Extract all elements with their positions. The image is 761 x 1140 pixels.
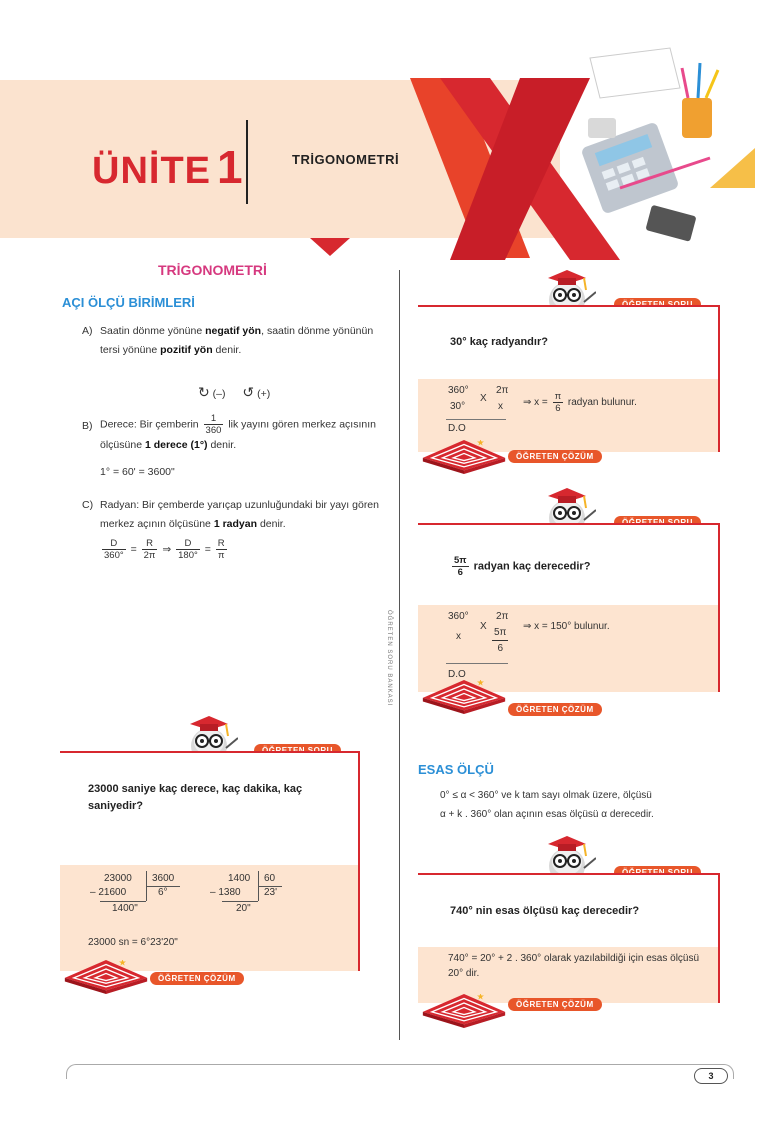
item-a-text — [100, 322, 382, 360]
radian-formula — [100, 538, 382, 561]
division-1-dividend: 23000 — [104, 873, 132, 884]
degree-formula: 1° = 60' = 3600" — [100, 466, 175, 478]
frac-den: 2π — [143, 550, 156, 561]
question-fraction — [452, 555, 469, 578]
implies-arrow: ⇒ — [162, 543, 172, 556]
rotation-positive-label: (+) — [257, 388, 271, 400]
proportion-r2: x — [498, 401, 503, 412]
question-area — [418, 525, 718, 605]
frac-d-360 — [102, 538, 126, 561]
result-line — [523, 391, 637, 414]
equals-sign: = — [204, 543, 211, 556]
question-area — [60, 753, 358, 865]
proportion-r1: 2π — [496, 611, 509, 622]
esas-olcu-line-1: 0° ≤ α < 360° ve k tam sayı olmak üzere, ölçüsü — [440, 790, 652, 801]
do-line — [446, 419, 506, 420]
item-a-text-2: , saatin dönme yönünün tersi yönüne — [100, 325, 374, 356]
equals-sign: = — [130, 543, 137, 556]
esas-olcu-line-2: α + k . 360° olan açının esas ölçüsü α derecedir. — [440, 809, 654, 820]
question-box-1 — [418, 305, 720, 452]
ogreten-cozum-tag: ÖĞRETEN ÇÖZÜM — [508, 703, 602, 716]
frac-den: 6 — [457, 567, 463, 578]
page-number: 3 — [694, 1068, 728, 1084]
item-a-bold-2: pozitif yön — [160, 344, 213, 356]
frac-den: 360° — [104, 550, 124, 561]
fraction-1-360 — [204, 413, 224, 436]
cw-arrow-icon: ↻ — [198, 384, 210, 400]
frac-num: D — [176, 538, 200, 550]
item-b-prefix: B) — [82, 420, 93, 432]
frac-num: π — [554, 391, 562, 402]
unit-heading — [92, 140, 244, 194]
result-text: radyan bulunur. — [567, 397, 637, 409]
question-area — [418, 307, 718, 379]
cross-symbol: X — [480, 621, 487, 632]
proportion-r2 — [490, 625, 510, 656]
item-b-bold: 1 derece (1°) — [144, 439, 208, 451]
division-1-subtract: – 21600 — [90, 887, 127, 898]
frac-num: 1 — [204, 413, 224, 425]
item-a-prefix: A) — [82, 325, 93, 337]
result-lhs: ⇒ x = — [523, 397, 548, 409]
division-2-subtract: – 1380 — [210, 887, 241, 898]
item-c-prefix: C) — [82, 499, 94, 511]
esas-olcu-title: ESAS ÖLÇÜ — [418, 762, 494, 777]
frac-den: 6 — [555, 403, 561, 414]
proportion-l2: x — [456, 631, 461, 642]
item-b-text-1: Derece: Bir çemberin — [100, 418, 199, 431]
do-line — [446, 663, 508, 664]
question-text: 740° nin esas ölçüsü kaç derecedir? — [450, 905, 640, 917]
result-line: 23000 sn = 6°23'20" — [88, 937, 178, 948]
ccw-arrow-icon: ↺ — [242, 384, 255, 400]
rotation-diagram — [198, 383, 270, 404]
question-label: radyan kaç derecedir? — [473, 560, 591, 573]
item-b — [82, 413, 382, 482]
frac-den: 180° — [178, 550, 198, 561]
unit-number: 1 — [217, 141, 244, 193]
item-a-bold-1: negatif yön — [205, 325, 262, 337]
question-box-3 — [418, 873, 720, 1003]
do-label: D.O — [448, 669, 466, 680]
proportion-l1: 360° — [448, 385, 469, 396]
footer-frame — [66, 1064, 734, 1079]
section-title: TRİGONOMETRİ — [158, 262, 267, 278]
cross-symbol: X — [480, 393, 487, 404]
frac-num: R — [217, 538, 225, 549]
question-area — [418, 875, 718, 947]
frac-den: π — [217, 550, 225, 561]
item-c-bold: 1 radyan — [213, 518, 258, 530]
rotation-negative-label: (–) — [212, 388, 226, 400]
esas-olcu-text — [440, 786, 730, 824]
maze-icon — [60, 960, 152, 994]
question-text: 30° kaç radyandır? — [450, 336, 548, 348]
division-2-remainder: 20" — [236, 903, 251, 914]
item-c-text — [100, 496, 382, 534]
unit-title: TRİGONOMETRİ — [292, 152, 400, 167]
frac-num: 5π — [454, 555, 467, 566]
division-2-divisor: 60 — [264, 873, 276, 884]
question-text — [450, 555, 590, 578]
ogreten-cozum-tag: ÖĞRETEN ÇÖZÜM — [508, 450, 602, 463]
proportion-r2-fraction — [492, 625, 508, 656]
ogreten-cozum-tag: ÖĞRETEN ÇÖZÜM — [150, 972, 244, 985]
subsection-title: AÇI ÖLÇÜ BİRİMLERİ — [62, 295, 195, 310]
column-divider — [399, 270, 400, 1040]
header-divider — [246, 120, 248, 204]
item-c-text-2: denir. — [259, 518, 286, 530]
frac-r-pi — [216, 538, 227, 561]
item-c — [82, 496, 382, 561]
result-line: ⇒ x = 150° bulunur. — [523, 621, 610, 632]
maze-icon — [418, 680, 510, 714]
ogreten-cozum-tag: ÖĞRETEN ÇÖZÜM — [508, 998, 602, 1011]
division-2-quotient: 23' — [264, 887, 278, 898]
item-a-text-3: denir. — [215, 344, 242, 356]
frac-den: 360 — [205, 425, 222, 436]
question-text: 23000 saniye kaç derece, kaç dakika, kaç saniyedir? — [88, 783, 303, 812]
item-a-text-1: Saatin dönme yönüne — [100, 325, 203, 337]
question-box-4 — [60, 751, 360, 971]
item-c-text-1: Radyan: Bir çemberde yarıçap uzunluğundaki bir yayı gören merkez açının ölçüsüne — [100, 499, 379, 530]
division-1-quotient: 6° — [158, 887, 168, 898]
item-b-text-2: lik yayını gören merkez açısının ölçüsüne — [100, 418, 376, 451]
vertical-note: ÖĞRETEN SORU BANKASI — [386, 610, 392, 707]
maze-icon — [418, 440, 510, 474]
division-1-remainder: 1400" — [112, 903, 138, 914]
item-b-text-3: denir. — [210, 439, 237, 451]
answer-text: 740° = 20° + 2 . 360° olarak yazılabildiği için esas ölçüsü 20° dir. — [448, 953, 700, 979]
frac-num: D — [102, 538, 126, 550]
division-2-dividend: 1400 — [228, 873, 251, 884]
item-b-text — [100, 413, 382, 455]
solution-area — [418, 605, 718, 692]
question-box-2 — [418, 523, 720, 692]
frac-num: 5π — [492, 625, 508, 641]
frac-r-2pi — [142, 538, 158, 561]
frac-d-180 — [176, 538, 200, 561]
proportion-l1: 360° — [448, 611, 469, 622]
do-label: D.O — [448, 423, 466, 434]
result-fraction — [553, 391, 564, 414]
frac-den: 6 — [497, 643, 504, 654]
proportion-l2: 30° — [450, 401, 466, 412]
division-1-divisor: 3600 — [152, 873, 175, 884]
item-a — [82, 322, 382, 360]
solution-area — [60, 865, 358, 971]
proportion-r1: 2π — [496, 385, 509, 396]
frac-num: R — [142, 538, 158, 550]
unit-label: ÜNİTE — [92, 150, 211, 192]
maze-icon — [418, 994, 510, 1028]
